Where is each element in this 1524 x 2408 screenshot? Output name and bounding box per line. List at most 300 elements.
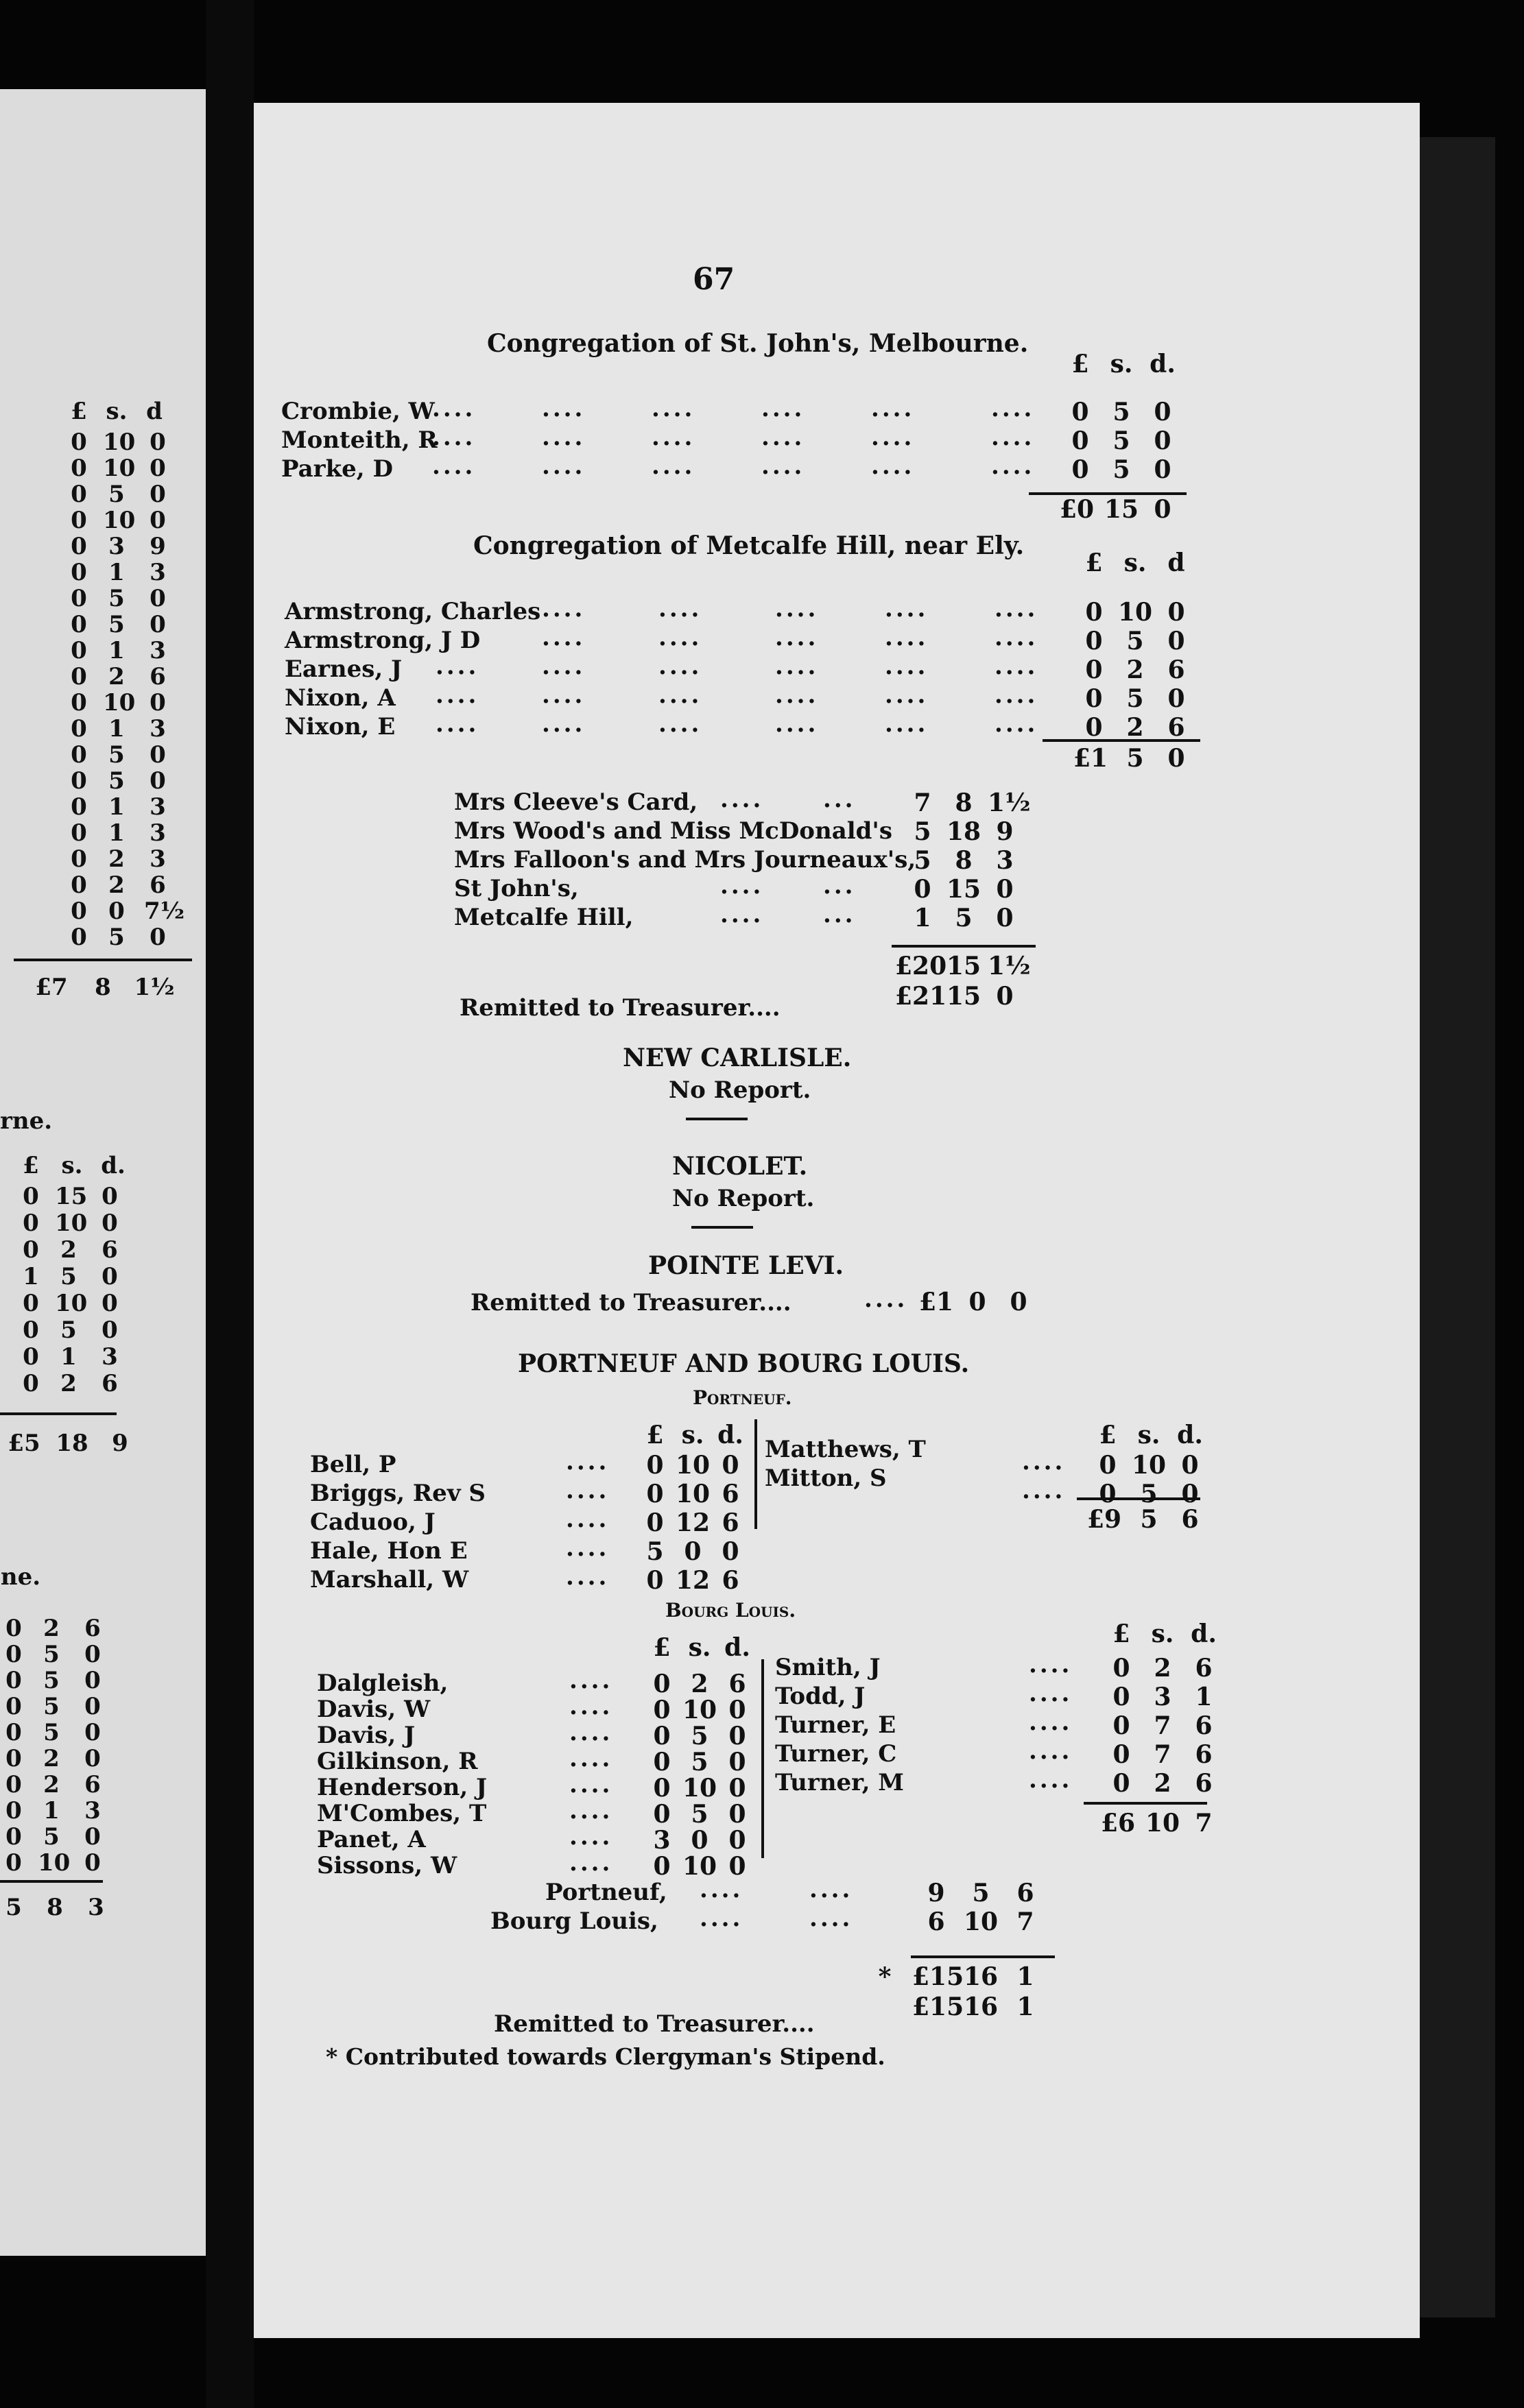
previous-page-amount: 15 bbox=[55, 1183, 88, 1210]
amount-pounds: 0 bbox=[1112, 1683, 1130, 1711]
previous-page-amount: 0 bbox=[102, 1209, 118, 1237]
amount-shillings: 5 bbox=[1112, 398, 1130, 426]
previous-page-amount: 5 bbox=[43, 1719, 60, 1746]
leader-dots: .... bbox=[885, 682, 929, 709]
leader-dots: .... bbox=[566, 1448, 610, 1476]
amount-shillings: 5 bbox=[1112, 455, 1130, 484]
amount-pounds: 0 bbox=[1099, 1451, 1117, 1480]
previous-page-amount: 0 bbox=[23, 1370, 39, 1397]
contributor-name: Smith, J bbox=[775, 1654, 881, 1681]
leader-dots: ... bbox=[823, 901, 856, 928]
amount-shillings: 3 bbox=[1154, 1683, 1171, 1711]
previous-page-heading: ne. bbox=[0, 1563, 41, 1591]
amount-pounds: 0 bbox=[653, 1670, 671, 1698]
contributor-name: Armstrong, Charles bbox=[285, 598, 541, 625]
leader-dots: .... bbox=[436, 682, 479, 709]
total-pence: 0 bbox=[1154, 495, 1171, 524]
previous-page-amount: 0 bbox=[71, 663, 87, 690]
previous-page-amount: 5 bbox=[43, 1693, 60, 1720]
previous-page-amount: 0 bbox=[102, 1183, 118, 1210]
leader-dots: .... bbox=[569, 1693, 613, 1720]
portneuf-subheading: Portneuf. bbox=[693, 1386, 792, 1409]
leader-dots: .... bbox=[775, 653, 819, 680]
previous-page-amount: 0 bbox=[102, 1263, 118, 1290]
leader-dots: .... bbox=[432, 453, 476, 480]
amount-shillings: 2 bbox=[1126, 713, 1144, 742]
previous-page-amount: 0 bbox=[71, 637, 87, 664]
leader-dots: .... bbox=[1029, 1651, 1073, 1678]
previous-page-amount: 2 bbox=[108, 845, 125, 873]
previous-page-amount: 0 bbox=[150, 455, 166, 482]
amount-shillings: 12 bbox=[676, 1566, 711, 1595]
previous-page-amount: 3 bbox=[102, 1343, 118, 1371]
total-shillings: 15 bbox=[946, 952, 981, 980]
contributor-name: Dalgleish, bbox=[317, 1670, 449, 1697]
leader-dots: .... bbox=[1029, 1680, 1073, 1707]
contributor-name: Mitton, S bbox=[765, 1465, 887, 1492]
nicolet-heading: NICOLET. bbox=[672, 1152, 808, 1181]
amount-pence: 0 bbox=[1181, 1451, 1199, 1480]
metcalfe-heading: Congregation of Metcalfe Hill, near Ely. bbox=[473, 531, 1025, 560]
amount-shillings: 5 bbox=[1112, 426, 1130, 455]
leader-dots: .... bbox=[871, 453, 915, 480]
leader-dots: .... bbox=[809, 1905, 853, 1932]
leader-dots: .... bbox=[542, 682, 586, 709]
contributor-name: Bell, P bbox=[310, 1451, 396, 1478]
portneuf-heading: PORTNEUF AND BOURG LOUIS. bbox=[518, 1349, 970, 1378]
amount-pounds: 6 bbox=[927, 1907, 945, 1936]
previous-page-amount: 0 bbox=[84, 1745, 101, 1772]
leader-dots: .... bbox=[761, 424, 805, 451]
amount-pounds: 5 bbox=[914, 846, 931, 875]
leader-dots: .... bbox=[542, 710, 586, 738]
amount-shillings: 10 bbox=[676, 1451, 711, 1480]
contributor-name: Parke, D bbox=[281, 455, 393, 483]
pointe-levi-pounds: £1 bbox=[918, 1288, 954, 1316]
amount-pounds: 0 bbox=[646, 1480, 664, 1508]
amount-pence: 0 bbox=[728, 1774, 746, 1803]
previous-page-amount: 0 bbox=[23, 1209, 39, 1237]
previous-page-amount: 2 bbox=[43, 1615, 60, 1642]
leader-dots: .... bbox=[775, 682, 819, 709]
remitted-pence: 1 bbox=[1016, 1992, 1034, 2021]
total-pounds: £20 bbox=[895, 952, 947, 980]
leader-dots: .... bbox=[569, 1745, 613, 1772]
summary-name: St John's, bbox=[454, 875, 579, 902]
total-pence: 1½ bbox=[988, 952, 1031, 980]
previous-page-amount: 0 bbox=[71, 689, 87, 717]
leader-dots: .... bbox=[566, 1534, 610, 1562]
amount-pence: 0 bbox=[996, 875, 1014, 904]
amount-shillings: 10 bbox=[682, 1852, 717, 1881]
previous-page-amount: 0 bbox=[71, 429, 87, 456]
previous-page-amount: 5 bbox=[108, 481, 125, 508]
leader-dots: .... bbox=[542, 453, 586, 480]
amount-shillings: 5 bbox=[1126, 627, 1144, 655]
remitted-shillings: 16 bbox=[964, 1992, 999, 2021]
remitted-pence: 0 bbox=[996, 982, 1014, 1011]
previous-page-amount: 10 bbox=[55, 1209, 88, 1237]
amount-pounds: 1 bbox=[914, 904, 931, 932]
previous-page-amount: 1 bbox=[108, 715, 125, 743]
total-rule bbox=[0, 1412, 117, 1415]
contributor-name: Henderson, J bbox=[317, 1774, 488, 1801]
previous-page-amount: 0 bbox=[71, 481, 87, 508]
previous-page-amount: 0 bbox=[102, 1290, 118, 1317]
contributor-name: Todd, J bbox=[775, 1683, 866, 1710]
amount-shillings: 10 bbox=[682, 1696, 717, 1724]
previous-page-amount: 0 bbox=[71, 507, 87, 534]
leader-dots: .... bbox=[991, 395, 1035, 422]
previous-page-amount: 5 bbox=[108, 611, 125, 638]
previous-page-amount: 0 bbox=[150, 767, 166, 795]
previous-page-amount: 5 bbox=[43, 1641, 60, 1668]
previous-page-total: 8 bbox=[47, 1894, 63, 1921]
amount-pence: 0 bbox=[722, 1537, 739, 1566]
amount-pounds: 5 bbox=[646, 1537, 664, 1566]
amount-pence: 6 bbox=[1195, 1740, 1213, 1769]
previous-page-amount: 2 bbox=[108, 663, 125, 690]
amount-pence: 0 bbox=[1167, 627, 1185, 655]
stipend-marker: * bbox=[878, 1962, 892, 1991]
page-67 bbox=[254, 103, 1420, 2338]
previous-page-amount: 6 bbox=[102, 1370, 118, 1397]
pence-header: d. bbox=[1150, 350, 1176, 378]
previous-page-amount: 3 bbox=[150, 637, 166, 664]
amount-pounds: 9 bbox=[927, 1879, 945, 1907]
previous-page-amount: 6 bbox=[84, 1615, 101, 1642]
contributor-name: Crombie, W bbox=[281, 398, 435, 425]
pounds-header: £ bbox=[1085, 549, 1103, 577]
previous-page-amount: 5 bbox=[108, 767, 125, 795]
total-pounds: £0 bbox=[1059, 495, 1095, 524]
previous-page-amount: 2 bbox=[60, 1370, 77, 1397]
nicolet-note: No Report. bbox=[672, 1185, 815, 1212]
previous-page-amount: 0 bbox=[71, 533, 87, 560]
amount-shillings: 15 bbox=[946, 875, 981, 904]
previous-page-amount: 0 bbox=[23, 1183, 39, 1210]
previous-page-total: £5 bbox=[8, 1430, 40, 1457]
previous-page-amount: 0 bbox=[71, 924, 87, 951]
previous-page-total: 3 bbox=[88, 1894, 104, 1921]
previous-page-amount: 0 bbox=[71, 559, 87, 586]
amount-pence: 0 bbox=[996, 904, 1014, 932]
previous-page-amount: 0 bbox=[84, 1667, 101, 1694]
pence-header: d bbox=[1167, 549, 1185, 577]
remitted-pounds: £21 bbox=[895, 982, 947, 1011]
previous-page-amount: 0 bbox=[150, 507, 166, 534]
amount-pence: 0 bbox=[728, 1748, 746, 1777]
leader-dots: .... bbox=[542, 395, 586, 422]
leader-dots: .... bbox=[995, 682, 1038, 709]
previous-page-amount: 10 bbox=[55, 1290, 88, 1317]
leader-dots: .... bbox=[569, 1667, 613, 1694]
leader-dots: .... bbox=[720, 901, 764, 928]
leader-dots: .... bbox=[432, 395, 476, 422]
shillings-header: s. bbox=[681, 1421, 704, 1449]
total-rule bbox=[14, 959, 192, 961]
previous-page-amount: 0 bbox=[5, 1667, 22, 1694]
amount-pence: 9 bbox=[996, 817, 1014, 846]
leader-dots: .... bbox=[658, 710, 702, 738]
amount-pounds: 0 bbox=[1085, 655, 1103, 684]
amount-pence: 6 bbox=[1195, 1769, 1213, 1798]
previous-page-amount: 0 bbox=[150, 429, 166, 456]
leader-dots: .... bbox=[775, 710, 819, 738]
total-pence: 6 bbox=[1181, 1505, 1199, 1534]
amount-shillings: 2 bbox=[1154, 1769, 1171, 1798]
previous-page-amount: 7½ bbox=[144, 898, 185, 925]
total-pounds: £15 bbox=[912, 1962, 964, 1991]
pointe-levi-shillings: 0 bbox=[968, 1288, 986, 1316]
book-gutter bbox=[206, 0, 254, 2408]
previous-page-amount: 5 bbox=[108, 741, 125, 769]
previous-page-amount: 1 bbox=[23, 1263, 39, 1290]
previous-page-amount: 5 bbox=[60, 1263, 77, 1290]
amount-pence: 0 bbox=[728, 1852, 746, 1881]
total-shillings: 16 bbox=[964, 1962, 999, 1991]
contributor-name: Matthews, T bbox=[765, 1436, 926, 1463]
previous-page-amount: 1 bbox=[60, 1343, 77, 1371]
leader-dots: .... bbox=[569, 1719, 613, 1746]
previous-page-amount: 3 bbox=[150, 793, 166, 821]
leader-dots: .... bbox=[885, 595, 929, 623]
previous-page-amount: 5 bbox=[60, 1316, 77, 1344]
total-pounds: £1 bbox=[1073, 744, 1108, 773]
contributor-name: Gilkinson, R bbox=[317, 1748, 478, 1775]
footnote: * Contributed towards Clergyman's Stipend. bbox=[326, 2043, 885, 2070]
amount-shillings: 2 bbox=[691, 1670, 709, 1698]
leader-dots: .... bbox=[885, 710, 929, 738]
leader-dots: .... bbox=[436, 710, 479, 738]
total-shillings: 5 bbox=[1126, 744, 1144, 773]
amount-shillings: 5 bbox=[972, 1879, 990, 1907]
previous-page-amount: 0 bbox=[84, 1693, 101, 1720]
pounds-header: £ bbox=[646, 1421, 664, 1449]
amount-shillings: 10 bbox=[682, 1774, 717, 1803]
shillings-header: s. bbox=[1137, 1421, 1160, 1449]
amount-pounds: 0 bbox=[1071, 426, 1089, 455]
leader-dots: .... bbox=[658, 682, 702, 709]
previous-page-amount: 0 bbox=[71, 741, 87, 769]
leader-dots: .... bbox=[995, 595, 1038, 623]
amount-pence: 6 bbox=[1195, 1654, 1213, 1683]
previous-page-amount: 0 bbox=[23, 1236, 39, 1264]
previous-page-amount: 0 bbox=[71, 611, 87, 638]
melbourne-heading: Congregation of St. John's, Melbourne. bbox=[487, 329, 1029, 358]
amount-shillings: 0 bbox=[684, 1537, 702, 1566]
amount-shillings: 10 bbox=[1132, 1451, 1167, 1480]
previous-page-amount: 0 bbox=[23, 1316, 39, 1344]
previous-page-amount: 6 bbox=[150, 663, 166, 690]
contributor-name: Davis, J bbox=[317, 1722, 416, 1749]
new-carlisle-note: No Report. bbox=[669, 1076, 811, 1104]
amount-pence: 0 bbox=[1181, 1480, 1199, 1508]
contributor-name: Sissons, W bbox=[317, 1852, 457, 1879]
leader-dots: .... bbox=[652, 424, 695, 451]
previous-page-amount: 0 bbox=[5, 1641, 22, 1668]
previous-page-header: d. bbox=[101, 1152, 126, 1179]
section-rule bbox=[686, 1118, 748, 1120]
pence-header: d. bbox=[724, 1633, 750, 1662]
previous-page-amount: 1 bbox=[108, 559, 125, 586]
leader-dots: .... bbox=[1029, 1737, 1073, 1765]
amount-pence: 0 bbox=[728, 1826, 746, 1855]
previous-page-amount: 0 bbox=[150, 481, 166, 508]
summary-name: Mrs Cleeve's Card, bbox=[454, 788, 698, 816]
amount-shillings: 0 bbox=[691, 1826, 709, 1855]
previous-page-total: 1½ bbox=[134, 974, 175, 1001]
previous-page-amount: 0 bbox=[150, 611, 166, 638]
contributor-name: Turner, E bbox=[775, 1711, 896, 1739]
previous-page-amount: 0 bbox=[84, 1849, 101, 1877]
total-rule bbox=[911, 1955, 1055, 1958]
contributor-name: Caduoo, J bbox=[310, 1508, 436, 1536]
new-carlisle-heading: NEW CARLISLE. bbox=[623, 1044, 852, 1072]
contributor-name: Hale, Hon E bbox=[310, 1537, 468, 1565]
previous-page-amount: 0 bbox=[23, 1290, 39, 1317]
amount-shillings: 5 bbox=[955, 904, 973, 932]
leader-dots: .... bbox=[566, 1506, 610, 1533]
amount-pence: 0 bbox=[728, 1696, 746, 1724]
contributor-name: Earnes, J bbox=[285, 655, 403, 683]
contributor-name: Briggs, Rev S bbox=[310, 1480, 486, 1507]
amount-shillings: 2 bbox=[1154, 1654, 1171, 1683]
previous-page-amount: 10 bbox=[103, 429, 136, 456]
leader-dots: .... bbox=[761, 453, 805, 480]
leader-dots: .... bbox=[542, 653, 586, 680]
previous-page-total: 5 bbox=[5, 1894, 22, 1921]
leader-dots: ... bbox=[823, 786, 856, 813]
amount-shillings: 8 bbox=[955, 788, 973, 817]
leader-dots: .... bbox=[885, 624, 929, 651]
previous-page-header: s. bbox=[61, 1152, 83, 1179]
amount-pounds: 0 bbox=[653, 1800, 671, 1829]
leader-dots: .... bbox=[991, 424, 1035, 451]
amount-shillings: 7 bbox=[1154, 1740, 1171, 1769]
amount-pounds: 0 bbox=[653, 1774, 671, 1803]
recap-name: Portneuf, bbox=[545, 1879, 667, 1906]
summary-name: Metcalfe Hill, bbox=[454, 904, 634, 931]
previous-page-amount: 0 bbox=[5, 1823, 22, 1851]
previous-page-amount: 6 bbox=[84, 1771, 101, 1798]
previous-page-amount: 2 bbox=[108, 871, 125, 899]
leader-dots: .... bbox=[569, 1823, 613, 1851]
amount-shillings: 18 bbox=[946, 817, 981, 846]
amount-pounds: 0 bbox=[1085, 713, 1103, 742]
previous-page-amount: 0 bbox=[5, 1745, 22, 1772]
amount-pounds: 0 bbox=[646, 1566, 664, 1595]
previous-page-heading: rne. bbox=[0, 1107, 53, 1135]
leader-dots: .... bbox=[995, 710, 1038, 738]
amount-pounds: 0 bbox=[646, 1451, 664, 1480]
total-shillings: 10 bbox=[1145, 1809, 1180, 1838]
previous-page-amount: 5 bbox=[108, 924, 125, 951]
amount-pence: 6 bbox=[1195, 1711, 1213, 1740]
amount-shillings: 5 bbox=[1126, 684, 1144, 713]
amount-pence: 1½ bbox=[988, 788, 1031, 817]
amount-shillings: 8 bbox=[955, 846, 973, 875]
total-shillings: 15 bbox=[1104, 495, 1139, 524]
previous-page-amount: 5 bbox=[108, 585, 125, 612]
total-rule bbox=[1084, 1802, 1207, 1805]
shillings-header: s. bbox=[1151, 1620, 1174, 1648]
portneuf-remitted-label: Remitted to Treasurer.... bbox=[494, 2010, 815, 2038]
amount-shillings: 5 bbox=[691, 1722, 709, 1750]
leader-dots: .... bbox=[658, 595, 702, 623]
previous-page-amount: 2 bbox=[60, 1236, 77, 1264]
amount-pounds: 0 bbox=[1112, 1769, 1130, 1798]
previous-page-total: 18 bbox=[56, 1430, 88, 1457]
contributor-name: Nixon, E bbox=[285, 713, 396, 741]
previous-page-amount: 2 bbox=[43, 1745, 60, 1772]
previous-page-amount: 0 bbox=[84, 1719, 101, 1746]
previous-page-amount: 0 bbox=[71, 845, 87, 873]
amount-shillings: 5 bbox=[691, 1748, 709, 1777]
leader-dots: .... bbox=[542, 424, 586, 451]
contributor-name: Panet, A bbox=[317, 1826, 426, 1853]
total-rule bbox=[0, 1880, 103, 1883]
amount-pence: 6 bbox=[1167, 713, 1185, 742]
contributor-name: Davis, W bbox=[317, 1696, 431, 1723]
leader-dots: .... bbox=[775, 624, 819, 651]
contributor-name: Monteith, R bbox=[281, 426, 438, 454]
previous-page-amount: 0 bbox=[84, 1823, 101, 1851]
previous-page-amount: 0 bbox=[71, 455, 87, 482]
amount-pence: 0 bbox=[1167, 598, 1185, 627]
leader-dots: .... bbox=[991, 453, 1035, 480]
previous-page-amount: 0 bbox=[71, 871, 87, 899]
previous-page-amount: 0 bbox=[71, 819, 87, 847]
amount-shillings: 10 bbox=[964, 1907, 999, 1936]
remitted-label: Remitted to Treasurer.... bbox=[460, 994, 781, 1022]
column-divider bbox=[754, 1419, 757, 1529]
leader-dots: .... bbox=[652, 453, 695, 480]
previous-page-amount: 5 bbox=[43, 1823, 60, 1851]
remitted-shillings: 15 bbox=[946, 982, 981, 1011]
total-pounds: £6 bbox=[1100, 1809, 1136, 1838]
remitted-pounds: £15 bbox=[912, 1992, 964, 2021]
amount-pounds: 0 bbox=[1112, 1654, 1130, 1683]
amount-shillings: 10 bbox=[676, 1480, 711, 1508]
amount-pounds: 0 bbox=[646, 1508, 664, 1537]
previous-page-amount: 0 bbox=[5, 1849, 22, 1877]
leader-dots: .... bbox=[700, 1876, 743, 1903]
previous-page-amount: 0 bbox=[150, 924, 166, 951]
pence-header: d. bbox=[717, 1421, 743, 1449]
page-number: 67 bbox=[693, 262, 735, 297]
amount-pence: 0 bbox=[1154, 455, 1171, 484]
leader-dots: ... bbox=[823, 872, 856, 900]
leader-dots: .... bbox=[569, 1797, 613, 1825]
previous-page-amount: 0 bbox=[5, 1771, 22, 1798]
amount-pounds: 0 bbox=[1071, 455, 1089, 484]
leader-dots: .... bbox=[658, 653, 702, 680]
shillings-header: s. bbox=[1123, 549, 1147, 577]
leader-dots: .... bbox=[1029, 1709, 1073, 1736]
amount-pence: 3 bbox=[996, 846, 1014, 875]
previous-page-amount: 0 bbox=[108, 898, 125, 925]
total-pence: 0 bbox=[1167, 744, 1185, 773]
column-divider bbox=[761, 1659, 764, 1858]
leader-dots: .... bbox=[1022, 1477, 1066, 1504]
bourg-subheading: Bourg Louis. bbox=[665, 1599, 796, 1622]
previous-page-header: d bbox=[146, 398, 163, 425]
previous-page-amount: 0 bbox=[150, 585, 166, 612]
amount-shillings: 2 bbox=[1126, 655, 1144, 684]
amount-pence: 6 bbox=[722, 1508, 739, 1537]
section-rule bbox=[691, 1226, 753, 1229]
